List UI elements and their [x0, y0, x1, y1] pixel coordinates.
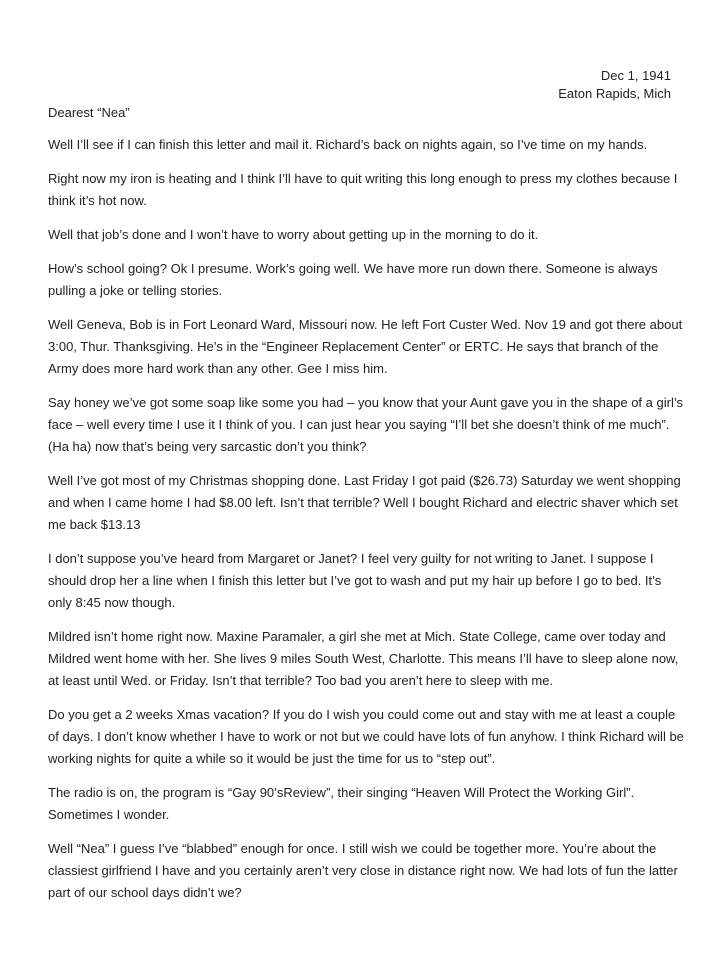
letter-paragraph: Do you get a 2 weeks Xmas vacation? If you do I wish you could come out and stay with me at least a couple of days. I don’t know whether I have to work or not but we could have lots of fun anyhow. I think Richard will be working nights for quite a while so it would be just the time for us to “step out”.: [48, 707, 684, 766]
letter-paragraph: Well that job’s done and I won’t have to worry about getting up in the morning to do it.: [48, 227, 539, 242]
letter-place: Eaton Rapids, Mich: [558, 86, 671, 101]
letter-paragraph: I don’t suppose you’ve heard from Margaret or Janet? I feel very guilty for not writing to Janet. I suppose I should drop her a line when I finish this letter but I’ve got to wash and put my hair up before I go to bed. It’s only 8:45 now though.: [48, 551, 662, 610]
letter-paragraph: Well I’ve got most of my Christmas shopping done. Last Friday I got paid ($26.73) Saturday we went shopping and when I came home I had $8.00 left. Isn’t that terrible? Well I bought Richard and electric shaver which set me back $13.13: [48, 473, 681, 532]
letter-header: [558, 67, 671, 103]
letter-date: Dec 1, 1941: [600, 68, 671, 83]
letter-paragraph: Say honey we’ve got some soap like some you had – you know that your Aunt gave you in the shape of a girl’s face – well every time I use it I think of you. I can just hear you saying “I’ll bet she doesn’t think of me much”. (Ha ha) now that’s being very sarcastic don’t you think?: [48, 395, 683, 454]
letter-salutation: Dearest “Nea”: [48, 105, 130, 120]
letter-paragraph: How’s school going? Ok I presume. Work’s going well. We have more run down there. Someone is always pulling a joke or telling stories.: [48, 261, 658, 298]
letter-body: [48, 102, 688, 916]
letter-paragraph: Well “Nea” I guess I’ve “blabbed” enough for once. I still wish we could be together more. You’re about the classiest girlfriend I have and you certainly aren’t very close in distance right now. We had lots of fun the latter part of our school days didn’t we?: [48, 841, 678, 900]
letter-paragraph: Right now my iron is heating and I think I’ll have to quit writing this long enough to press my clothes because I think it’s hot now.: [48, 171, 678, 208]
letter-paragraph: Well I’ll see if I can finish this letter and mail it. Richard’s back on nights again, so I’ve time on my hands.: [48, 137, 648, 152]
letter-paragraph: The radio is on, the program is “Gay 90’sReview”, their singing “Heaven Will Protect the Working Girl”. Sometimes I wonder.: [48, 785, 635, 822]
letter-paragraph: Well Geneva, Bob is in Fort Leonard Ward, Missouri now. He left Fort Custer Wed. Nov 19 and got there about 3:00, Thur. Thanksgiving. He’s in the “Engineer Replacement Center” or ERTC. He says that branch of the Army does more hard work than any other. Gee I miss him.: [48, 317, 683, 376]
letter-paragraph: Mildred isn’t home right now. Maxine Paramaler, a girl she met at Mich. State College, came over today and Mildred went home with her. She lives 9 miles South West, Charlotte. This means I’ll have to sleep alone now, at least until Wed. or Friday. Isn’t that terrible? Too bad you aren’t here to sleep with me.: [48, 629, 679, 688]
